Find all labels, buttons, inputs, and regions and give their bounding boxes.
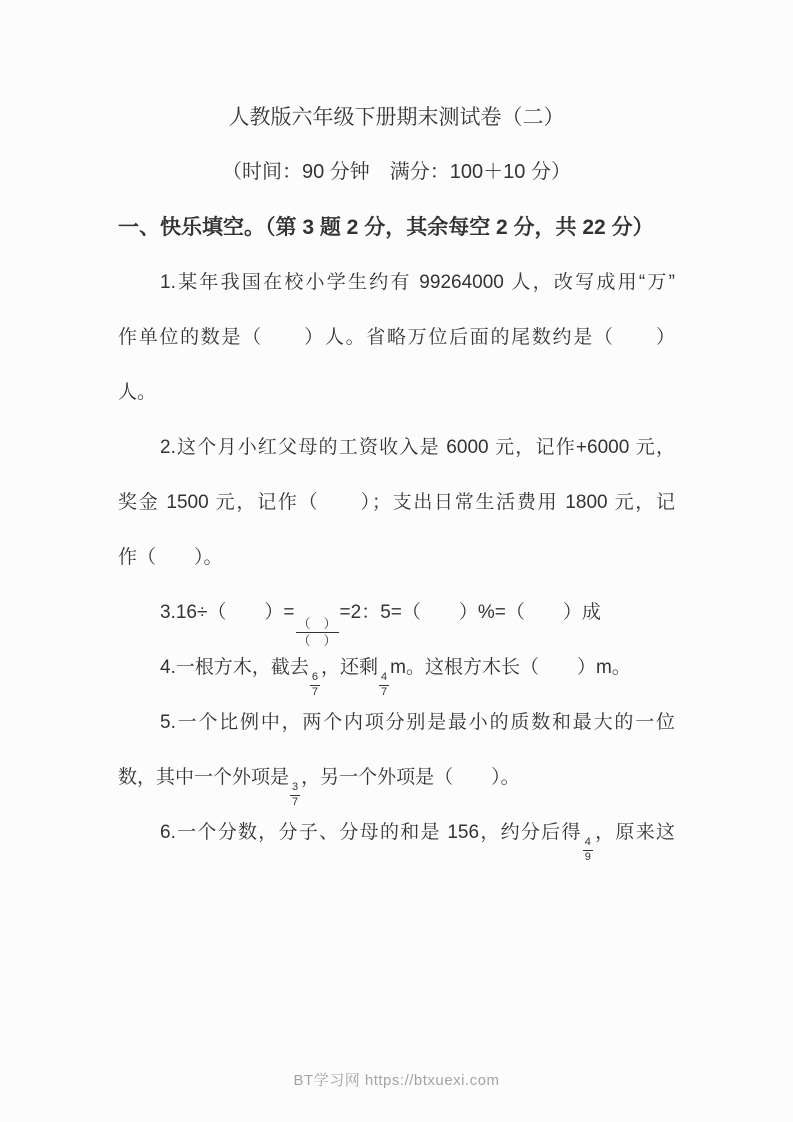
question-5-line: 5.一个比例中，两个内项分别是最小的质数和最大的一位: [160, 712, 675, 733]
question-1-line: 人。: [118, 382, 157, 403]
fraction: $\frac{4}{7}$: [381, 671, 388, 698]
question-lines: [118, 255, 675, 863]
fraction: $\frac{4}{9}$: [584, 836, 591, 863]
question-3-line: 3.16÷（ ）= $\frac{( )}{( )}$ =2：5=（ ）%=（ ）成: [160, 602, 601, 648]
doc-title: 人教版六年级下册期末测试卷（二）: [228, 106, 565, 129]
question-2-line: 2.这个月小红父母的工资收入是 6000 元，记作+6000 元，: [160, 437, 675, 458]
section-heading: 一、快乐填空。（第 3 题 2 分，其余每空 2 分，共 22 分）: [118, 216, 654, 239]
question-1-line: 1.某年我国在校小学生约有 99264000 人，改写成用“万”: [160, 272, 675, 293]
question-5-line: 数，其中一个外项是 $\frac{3}{7}$ ，另一个外项是（ ）。: [118, 767, 520, 808]
question-6-line: 6.一个分数，分子、分母的和是 156，约分后得 $\frac{4}{9}$ ，原来这: [160, 822, 675, 863]
fraction: $\frac{6}{7}$: [311, 671, 318, 698]
doc-subtitle: （时间：90 分钟 满分：100＋10 分）: [222, 161, 571, 183]
fraction: $\frac{3}{7}$: [292, 781, 299, 808]
question-4-line: 4.一根方木，截去 $\frac{6}{7}$ ，还剩 $\frac{4}{7}$ m。这根方木长（ ）m。: [160, 657, 631, 698]
question-2-line: 奖金 1500 元，记作（ ）；支出日常生活费用 1800 元，记: [118, 492, 675, 513]
footer-watermark: BT学习网 https://btxuexi.com: [293, 1072, 500, 1089]
question-2-line: 作（ ）。: [118, 547, 223, 568]
fraction: $\frac{( )}{( )}$: [297, 616, 337, 648]
question-1-line: 作单位的数是（ ）人。省略万位后面的尾数约是（ ）: [118, 327, 675, 348]
